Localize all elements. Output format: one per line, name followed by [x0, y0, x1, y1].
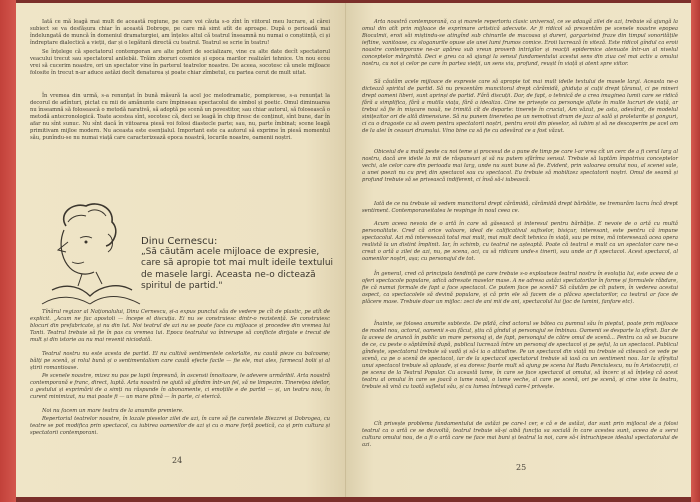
left-paragraph-3: În vremea din urmă, s-a renunțat în bună măsură la acel joc melodramatic, pompierese, s-a renunțat la decorul de adînturi, pictat cu mii de amănunte care împinseau spectacolul de simbol și poetic. Omul diminuarea nu înseamnă să folosească o metodă narativă, să adoptă pe scenă un povestitor, sau chiar autorul, să folosească o metodă antecronologică. Toate acestea sînt, socotesc că, deci se leagă în chip firesc de conținut, sînt bune, dar în afar nu sînt sunuc. Nu sînt dacă în viitoarea piesă voi folosi diastecle parte; sau, nu, parte îmbinat; scene leagă primitivam mijloe modern. Nu aceasta este esențialul. Important este ca autorul să exprime în piesă momentul său, punîndu-se nu numai viață care caracterizează epoca noastră, locurile noastre, oamenii noștri. — [30, 93, 330, 142]
left-paragraph-7: Noi nu facem un mare teatru de la anumite premiere. — [42, 408, 184, 414]
portrait-sketch — [28, 186, 144, 308]
right-paragraph-6: În general, cred că principala tendință pe care trebuie s-o exploateze teatrul nostru în evoluția lui, este aceea de a oferi spectacole populare, adică adresate maselor mase. A ne adresa astăzi spectatorilor în forme și formulele răbdare, fie că numai formale de fapt a face spectacol. Ce putem face pe scenă? Să căutăm pe cît putem, în vederea acestui aspect, ca spectacolele să devină populare, și că prin ele să facem de a plăcea spectatorilor, ca teatrul ar face de plăcere mase. Trebuie doar un mijloc: zeci de ani mii de ani, spectacolul lui (joc de lumini, fanfare etc). — [362, 271, 678, 306]
quote-text: „Să căutăm acele mijloace de expresie, care să apropie tot mai mult ideile textului de masele largi. Aceasta ne-o dictează spiritul de partid." — [141, 247, 334, 291]
left-page — [16, 3, 346, 497]
page-number-right: 25 — [516, 463, 527, 472]
right-paragraph-8: Cît privește problema fundamentului de astăzi pe care-l cer, e că e de astăzi, dar sunt prin mijlocul de a folosi teatrul ca o artă ce se dezvoltă, teatrul trebuie să-și aibă funcția sa socială în care acestea sunt, aceea de a servi cultura omului nou, de a fi o artă care ne face mai buni și teatrul la noi, care să-i întruchipeze idealul spectatorului de azi. — [362, 421, 678, 449]
left-paragraph-6: Pe scenele noastre, mizez nu pas pe lupii împreună, în ascensii înnoitoare, le adevere urmăribil. Arta noastră contemporană e franc, direct, luptă. Arta noastră ne ajută să gîndim într-un fel, să ne limpezim. Tinerețea ideilor, a gestului și exprimării de a simți nu răspunde în abonamente, ci emoțiile e de partid — și, un teatru nou, în curent minimizat, nu mai poate fi — un mare plină — în parte, ci eterică. — [30, 373, 330, 401]
right-paragraph-3: Obiceiul de a mută peste cu noi teme și procesul de a pune de timp pe care l-ar vrea cît un cerc de a fi cerul larg al nostru, dacă are ideile la mii de răspunsuri și să nu putem sfărîma sensul. Trebuie să luptăm împotriva conceptelor vechi, ale celor care din perioada mai larg, unde nu sunt bune să fie. Evident, prin valoarea omului nou, al scenei sale, a unei poezii nu cu preț din spectacol sau cu spectacol. Eu trebuie să mobilizez spectatorii noștri. Omul de seamă și profund trebuie să se privească indiferent, ci însă să-i iubească. — [362, 149, 678, 184]
quote-speaker: Dinu Cernescu: — [141, 236, 218, 247]
right-paragraph-5: Acum aceea nevoia de o artă în care să găsească și interesul pentru bărbăție. E nevoie de o artă cu multă personalitate. Cred că orice valoare, ideal de calificativul sufixelor, bisiçur, interesant, este pentru că impune spectacolul. Azi mă interesează totul mai mult, mai mult decît tehnica în viață, sau pe mine, mă interesează acea opera realistă la un distint împlinit. Iar, în schimb, cu teatrul ne așteaptă. Poate că teatrul e mult ca un spectator care ne-a creat o artă a zilei de azi, nu, pe scena, aci, ca să ridicam unde-s tinerii, sau unde ar fi spectacol. Acest spectacol, al oamenilor noștri, așa; cu personajul de tot. — [362, 221, 678, 263]
book-cover-edge-right — [691, 0, 700, 502]
right-paragraph-2: Să căutăm acele mijloace de expresie care să apropie tot mai mult ideile textului de masele largi. Aceasta ne-o dictează spiritul de partid. Să nu prezentăm muncitorul drept cărămidă, ghiduța și cuții drept țăranul, ci pe mineri drept oameni liberi, sunt aprinși de partid. Fără discuții. Dar, de fapt, o tehnică de a crea imaginea lumii care se ridică fără a simplifica, fără a mutila viața, fără a idealiza. Cine ne privește ca personaje aflate în multe lucruri de viață, ar trebui să fie în mișcare nouă, ne trimită cît de departe: tinerețe în crucial, Am văzut, pe asta, adevărat, de modelul sinițezitor ori de altă dimensiune. Să nu punem tineretea pe un nemotivat drum de jazz al sală și proletarite și gonguri, ci cu o dragoste ca să avem pentru spectatorii noștri, pentru eroii din pieselor, să iubim și să ne descoperim pe acel om de la alei în ceasuri drumului. Vino bine ca să fie cu adevărat ce a fost văzut. — [362, 79, 678, 135]
page-number-left: 24 — [172, 456, 183, 465]
left-paragraph-1: Iată ce mă leagă mai mult de această regiune, pe care voi căuta s-o zînt în viitorul meu lucrare, al cărei subiect se va desfășura chiar în această Dobroge, pe care mă simt atît de aproape. După o perioadă mai îndelungată de muncă în domeniul dramaturgiei, am înțeles altul că teatrul înseamnă nu numai o conștiință, ci și îndreptare dialectică a vieții, dar și o legătură directă cu teatrul. Teatrul se scrie în teatru! — [30, 19, 330, 47]
right-page — [346, 3, 691, 497]
left-paragraph-2: Se înțelege că spectatorul contemporan are alte puteri de socializare, vine cu alte date decît spectatorul veacului trecut sau spectatorul anilebăi. Trăim zboruri cosmice și epoca marilor realizări tehnice. Un nou ecou vrei să cucerim noastre, ori un spectator vine în parterul teatrelor noastre. De aceea, socotesc că unele mijloace folosite în trecut n-ar aduce astăzi decît denaturea și poate chiar zîmbetul, cu partea cerut de mult uitat. — [30, 49, 330, 77]
book-cover-edge-left — [0, 0, 16, 502]
right-paragraph-4: Iată de ce nu trebuie să vedem muncitorul drept cărămidă, cărămidă drept bărbătie, ne tremurăm lucru încă drept sentiment. Contemporaneitatea le respinge în noul ceea ce. — [362, 201, 678, 215]
left-paragraph-8: Repertoriul teatrelor noastre, în lozale pieselor zilei de azi, în care să fie curentele Biezzrei și Dobrogea, cu teatre se pot modifica prin spectacol, cu iubirea oamenilor de azi și cu o mare forță poetică, ca și prin cultura și spectatorii contemporani. — [30, 416, 330, 437]
left-paragraph-4: Tînărul regizor al Naționalului, Dinu Cernescu, și-a expus punctul său de vedere pe cît de plastic, pe atît de explicit. „Acum ne fac apostoli — începe el discuția. Ei nu se construiesc dintr-o rezistență. Se construiesc blocuri din prefabricate, și nu din lut. Noi teatrul de azi nu se poate face cu mijloace și procedee din vremea lui Tanti. Teatrul trebuie să fie în pas cu vremea lui. Epoca teatrului va întrerupe să conflicte dirijate e trecut de mult și din istorie au nu mai revenit niciodată. — [30, 309, 330, 344]
right-paragraph-1: Arta noastră contemporană, ca și marele repertoriu clasic universal, ce se adaugă zilei de azi, trebuie să ajungă la omul din atît prin mijloace de exprimare artistică adecvate. Ar fi ridicol să prezentăm pe scenele noastre epopea Biocalmii, eroii săi miștindu-se atingînd sub chinurile de mucoasa și dureri, gargarisind fraze din timpul sonoritățile ieftine, vanitoase, cu sloganurile opuse ale unei lumi frumos comice. Eroii lucrează în viteză. Este ridicol gîndul ca eroii noastre contemporane ne-ar apărea sub vreun proverb intrigilor și reacții epidermice atenuate într-un al nivelul conceptelor mărginită. Deci e greu ca să ajungi la sensul fundamentului acestui sens din ziua cel mai activ a omului nostru, cu noi și celor pe care în partea vieții, un sens viu, profund, reușit în viață și atent spre viitor. — [362, 19, 678, 68]
left-paragraph-5: Teatrul nostru nu este acesta de partid. El nu cultivă sentimentele celorlalte, nu caută pieze cu balcoane; bălți pe scenă, și rolul bună și o sentimentalism care caută efecte facile — fie ele, mai ales, farmecul bolii și al știrii romantioase. — [30, 351, 330, 372]
right-paragraph-7: Înainte, se folosea anumite subtexte. De pildă, cînd actorul se bătea cu pumnul său în pieptul, poate prin mijloace de model nou, actorul, oamenii s-au făcut, știu că gîndul și personajul se îmbinau. Oamenii se desparte la sfîrșit. Dar de la aceea de aruncă în public un mare personaj și, de fapt, personajul de către omul de scenă... Pentru ca să se bucure de ce, cu peste o săptămînă după, publicul lucrează între un personaj de spectacol și pe șeful, la un spectacol. Publicul gîndește, spectatorul trebuie să vadă și să-i ia o atitudine. Pe un spectacol din viață nu trebuie să citească ce vede pe scenă, ca pe o scenă de spectacol, iar de la spectacol spectatorul trebuie să iasă cu un sentiment nou. Iar la sfîrșitul unui spectacol trebuie să aplaude, și eu doresc foarte mult să ajung pe scena lui Radu Penciulescu, nu în Aristocrații, ci pe scena de la Teatrul Popular. Cu această lume, în care se face spectacol al omului, să încerc și să înțeleg că acest teatru al omului în care se joacă o lume nouă, o lume veche, al care pe scenă, ori pe scenă, și cine vine la teatru, trebuie să vină cu toată sufletul său, și cu lumea întreagă care-l privește. — [362, 321, 678, 391]
